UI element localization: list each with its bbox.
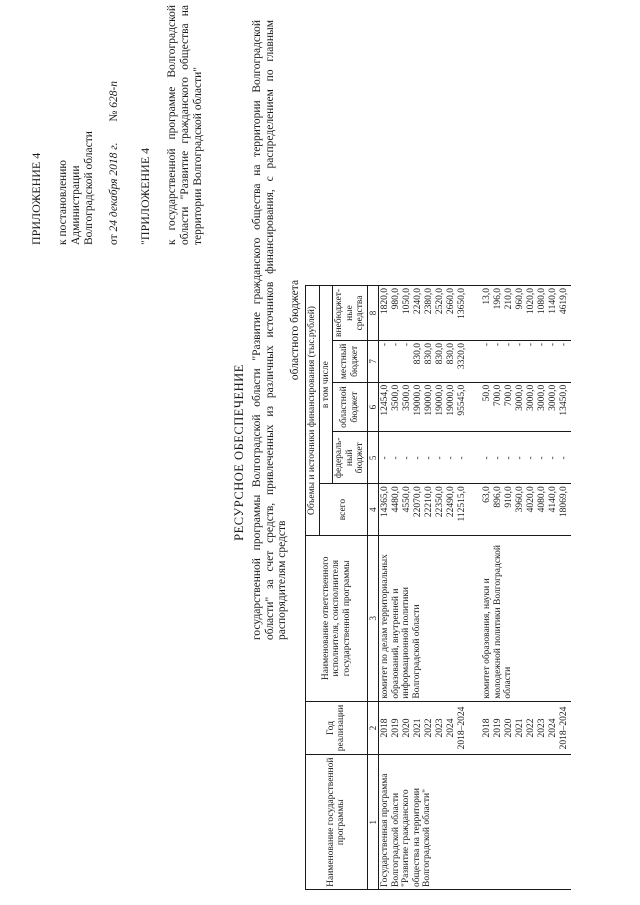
executor-text: комитет образования, науки и молодежной политики Волгоградской области (482, 544, 513, 699)
federal-value: - (457, 456, 467, 460)
extra-value: 196,0 (493, 288, 503, 310)
header-federal: федераль-ный бюджет (333, 432, 368, 484)
local-value: - (548, 342, 558, 347)
total-value: 910,0 (504, 486, 514, 508)
year-value: 2023 (537, 718, 547, 738)
header-block (30, 5, 205, 245)
resolution-ref: к постановлению (57, 160, 69, 245)
federal-value: - (413, 456, 423, 460)
regional-value: 19000,0 (424, 384, 434, 416)
extra-value: 1820,0 (380, 288, 390, 315)
total-value: 63,0 (482, 486, 492, 503)
extra-value: 1050,0 (402, 288, 412, 315)
local-value: 830,0 (435, 342, 445, 365)
local-value: - (526, 342, 536, 347)
executor-cell (379, 535, 572, 701)
year-value: 2019 (391, 718, 401, 738)
date-line (108, 5, 121, 245)
year-value: 2022 (526, 718, 536, 738)
document-title: РЕСУРСНОЕ ОБЕСПЕЧЕНИЕ (232, 364, 246, 541)
program-name-text: Государственная программа Волгоградской области "Развитие гражданского общества на территории Волгоградской области" (380, 773, 432, 887)
year-value: 2018 (482, 718, 492, 738)
header-volumes: Объемы и источники финансирования (тыс.рублей) (306, 286, 320, 536)
total-value: 4020,0 (526, 486, 536, 513)
col-number: 8 (367, 286, 379, 341)
date-value: 24 декабря 2018 г. (108, 142, 120, 232)
regional-value: 19000,0 (446, 384, 456, 416)
appendix-quote: "ПРИЛОЖЕНИЕ 4 (138, 147, 152, 245)
table-row (379, 286, 572, 890)
year-value: 2021 (515, 718, 525, 738)
col-number: 2 (367, 701, 379, 755)
federal-value: - (559, 456, 569, 460)
extra-value: 2520,0 (435, 288, 445, 315)
document-subtitle (251, 20, 301, 640)
year-value: 2018–2024 (559, 706, 569, 750)
federal-value: - (526, 456, 536, 460)
year-value: 2021 (413, 718, 423, 738)
year-value: 2020 (504, 718, 514, 738)
number-value: 628-п (108, 80, 120, 108)
regional-value: 19000,0 (413, 384, 423, 416)
regional-value: 3000,0 (548, 384, 558, 411)
federal-value: - (515, 456, 525, 460)
local-value: - (504, 342, 514, 347)
col-number: 6 (367, 382, 379, 432)
subtitle-main: государственной программы Волгоградской области "Развитие гражданского общества на территории Волгоградской области" за счет средств, привлеченных из различных источников финансирования, с распределением по главным распорядителям средств (251, 20, 288, 640)
regional-value: 3500,0 (402, 384, 412, 411)
administration-label: Администрации (70, 165, 82, 245)
local-value: - (515, 342, 525, 347)
header-executor: Наименование ответственного исполнителя, соисполнителя государственной программы (306, 535, 368, 701)
appendix-title: ПРИЛОЖЕНИЕ 4 (29, 152, 43, 245)
program-name-cell (379, 755, 572, 890)
year-value: 2024 (548, 718, 558, 738)
federal-value: - (391, 456, 401, 460)
program-ref: к государственной программе Волгоградской области "Развитие гражданского общества на территории Волгоградской области" (166, 5, 204, 245)
total-cell (379, 484, 572, 536)
local-value: 3320,0 (457, 342, 467, 370)
region-label: Волгоградской области (83, 131, 95, 245)
total-value: 112515,0 (457, 486, 467, 522)
regional-value: 700,0 (504, 384, 514, 407)
federal-value: - (482, 456, 492, 460)
federal-value: - (435, 456, 445, 460)
col-number: 5 (367, 432, 379, 484)
extra-cell (379, 286, 572, 341)
year-value: 2023 (435, 718, 445, 738)
federal-value: - (504, 456, 514, 460)
col-number: 1 (367, 755, 379, 890)
year-value: 2024 (446, 718, 456, 738)
federal-value: - (537, 456, 547, 460)
years-cell (379, 701, 572, 755)
federal-value: - (493, 456, 503, 460)
total-value: 18069,0 (559, 486, 569, 518)
extra-value: 210,0 (504, 288, 514, 310)
local-value: - (537, 342, 547, 347)
header-local: местный бюджет (333, 340, 368, 382)
local-value: 830,0 (424, 342, 434, 365)
regional-value: 19000,0 (435, 384, 445, 416)
total-value: 896,0 (493, 486, 503, 508)
extra-value: 1140,0 (548, 288, 558, 314)
regional-value: 3000,0 (526, 384, 536, 411)
column-number-row (367, 286, 379, 890)
local-cell (379, 340, 572, 382)
extra-value: 1080,0 (537, 288, 547, 315)
federal-value: - (548, 456, 558, 460)
federal-value: - (446, 456, 456, 460)
year-value: 2019 (493, 718, 503, 738)
year-value: 2018–2024 (457, 706, 467, 750)
federal-cell (379, 432, 572, 484)
regional-value: 3500,0 (391, 384, 401, 411)
regional-value: 3000,0 (537, 384, 547, 411)
local-value: 830,0 (413, 342, 423, 365)
total-value: 4140,0 (548, 486, 558, 513)
extra-value: 980,0 (391, 288, 401, 310)
col-number: 7 (367, 340, 379, 382)
total-value: 4550,0 (402, 486, 412, 513)
col-number: 4 (367, 484, 379, 536)
local-value: - (380, 342, 390, 347)
total-value: 4480,0 (391, 486, 401, 513)
header-including: в том числе (319, 286, 333, 484)
regional-value: 50,0 (482, 384, 492, 402)
extra-value: 1020,0 (526, 288, 536, 315)
total-value: 22490,0 (446, 486, 456, 518)
local-value: - (559, 342, 569, 347)
local-value: - (391, 342, 401, 347)
year-value: 2022 (424, 718, 434, 738)
executor-text: комитет по делам территориальных образований, внутренней и информационной политики Волгоградской области (380, 554, 422, 699)
local-value: - (493, 342, 503, 347)
regional-value: 95545,0 (457, 384, 467, 416)
year-value: 2018 (380, 718, 390, 738)
total-value: 22210,0 (424, 486, 434, 518)
extra-value: 13650,0 (457, 288, 467, 319)
extra-value: 4619,0 (559, 288, 569, 315)
total-value: 3960,0 (515, 486, 525, 513)
total-value: 22070,0 (413, 486, 423, 518)
federal-value: - (380, 456, 390, 460)
subtitle-last: областного бюджета (288, 279, 301, 381)
col-number: 3 (367, 535, 379, 701)
local-value: - (482, 342, 492, 347)
year-value: 2020 (402, 718, 412, 738)
regional-value: 700,0 (493, 384, 503, 407)
header-extra: внебюджет-ные средства (333, 286, 368, 341)
header-total: всего (319, 484, 367, 536)
regional-value: 13450,0 (559, 384, 569, 416)
local-value: 830,0 (446, 342, 456, 365)
federal-value: - (424, 456, 434, 460)
date-prefix: от (108, 234, 120, 245)
extra-value: 2380,0 (424, 288, 434, 315)
local-value: - (402, 342, 412, 347)
number-prefix: № (108, 110, 120, 122)
header-program-name: Наименование государственной программы (306, 755, 368, 890)
extra-value: 2660,0 (446, 288, 456, 315)
regional-value: 12454,0 (380, 384, 390, 416)
total-value: 22350,0 (435, 486, 445, 518)
regional-cell (379, 382, 572, 432)
federal-value: - (402, 456, 412, 460)
header-regional: областной бюджет (333, 382, 368, 432)
extra-value: 960,0 (515, 288, 525, 310)
resource-table (305, 285, 571, 890)
extra-value: 13,0 (482, 288, 492, 305)
extra-value: 2240,0 (413, 288, 423, 315)
total-value: 4080,0 (537, 486, 547, 513)
header-year: Год реализации (306, 701, 368, 755)
total-value: 14365,0 (380, 486, 390, 518)
regional-value: 3000,0 (515, 384, 525, 411)
